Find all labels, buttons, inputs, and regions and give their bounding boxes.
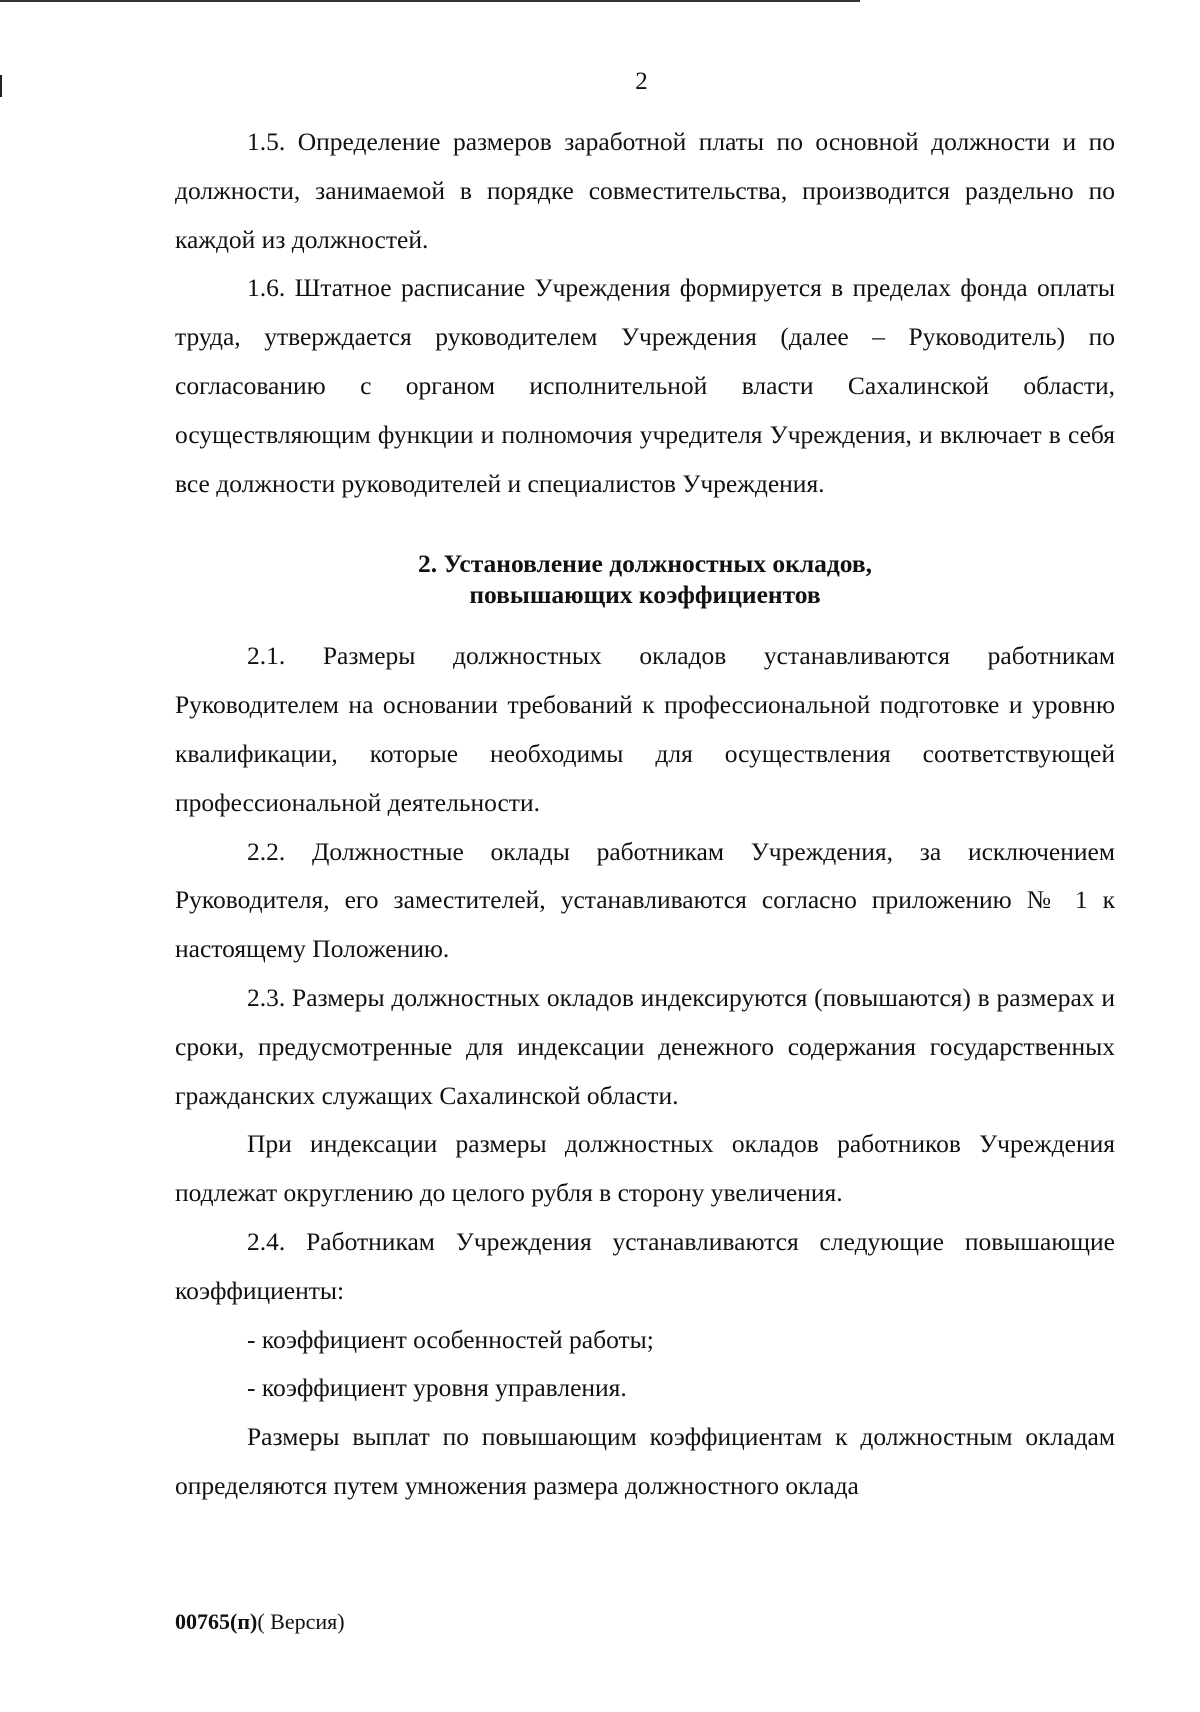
paragraph-2-4: 2.4. Работникам Учреждения устанавливаются следующие повышающие коэффициенты: xyxy=(175,1226,1115,1305)
footer-document-code xyxy=(175,1608,345,1636)
paragraph-payments: Размеры выплат по повышающим коэффициентам к должностным окладам определяются путем умножения размера должностного оклада xyxy=(175,1422,1115,1500)
document-body xyxy=(175,118,1115,1511)
section-heading-line-1: 2. Установление должностных окладов, xyxy=(417,549,873,579)
paragraph-2-1: 2.1. Размеры должностных окладов устанавливаются работникам Руководителем на основании требований к профессиональной подготовке и уровню квалификации, которые необходимы для осуществления соответствующей профессиональной деятельности. xyxy=(175,641,1115,817)
footer-version: ( Версия) xyxy=(257,1609,345,1634)
paragraph-indexation-rounding: При индексации размеры должностных окладов работников Учреждения подлежат округлению до целого рубля в сторону увеличения. xyxy=(175,1129,1115,1208)
list-item-coefficient-work: - коэффициент особенностей работы; xyxy=(247,1324,654,1354)
list-item-coefficient-management: - коэффициент уровня управления. xyxy=(247,1373,627,1403)
paragraph-1-5: 1.5. Определение размеров заработной платы по основной должности и по должности, занимаемой в порядке совместительства, производится раздельно по каждой из должностей. xyxy=(175,127,1115,254)
footer-code: 00765(п) xyxy=(175,1609,258,1634)
section-heading-line-2: повышающих коэффициентов xyxy=(469,580,821,610)
scan-top-border xyxy=(0,0,860,2)
paragraph-2-2: 2.2. Должностные оклады работникам Учреждения, за исключением Руководителя, его заместителей, устанавливаются согласно приложению № 1 к настоящему Положению. xyxy=(175,836,1115,964)
paragraph-1-6: 1.6. Штатное расписание Учреждения формируется в пределах фонда оплаты труда, утверждается руководителем Учреждения (далее – Руководитель) по согласованию с органом исполнительной власти Сахалинской области, осуществляющим функции и полномочия учредителя Учреждения, и включает в себя все должности руководителей и специалистов Учреждения. xyxy=(175,273,1115,498)
paragraph-2-3: 2.3. Размеры должностных окладов индексируются (повышаются) в размерах и сроки, предусмотренные для индексации денежного содержания государственных гражданских служащих Сахалинской области. xyxy=(175,982,1115,1110)
page-number: 2 xyxy=(635,68,648,95)
section-heading xyxy=(175,548,1115,610)
